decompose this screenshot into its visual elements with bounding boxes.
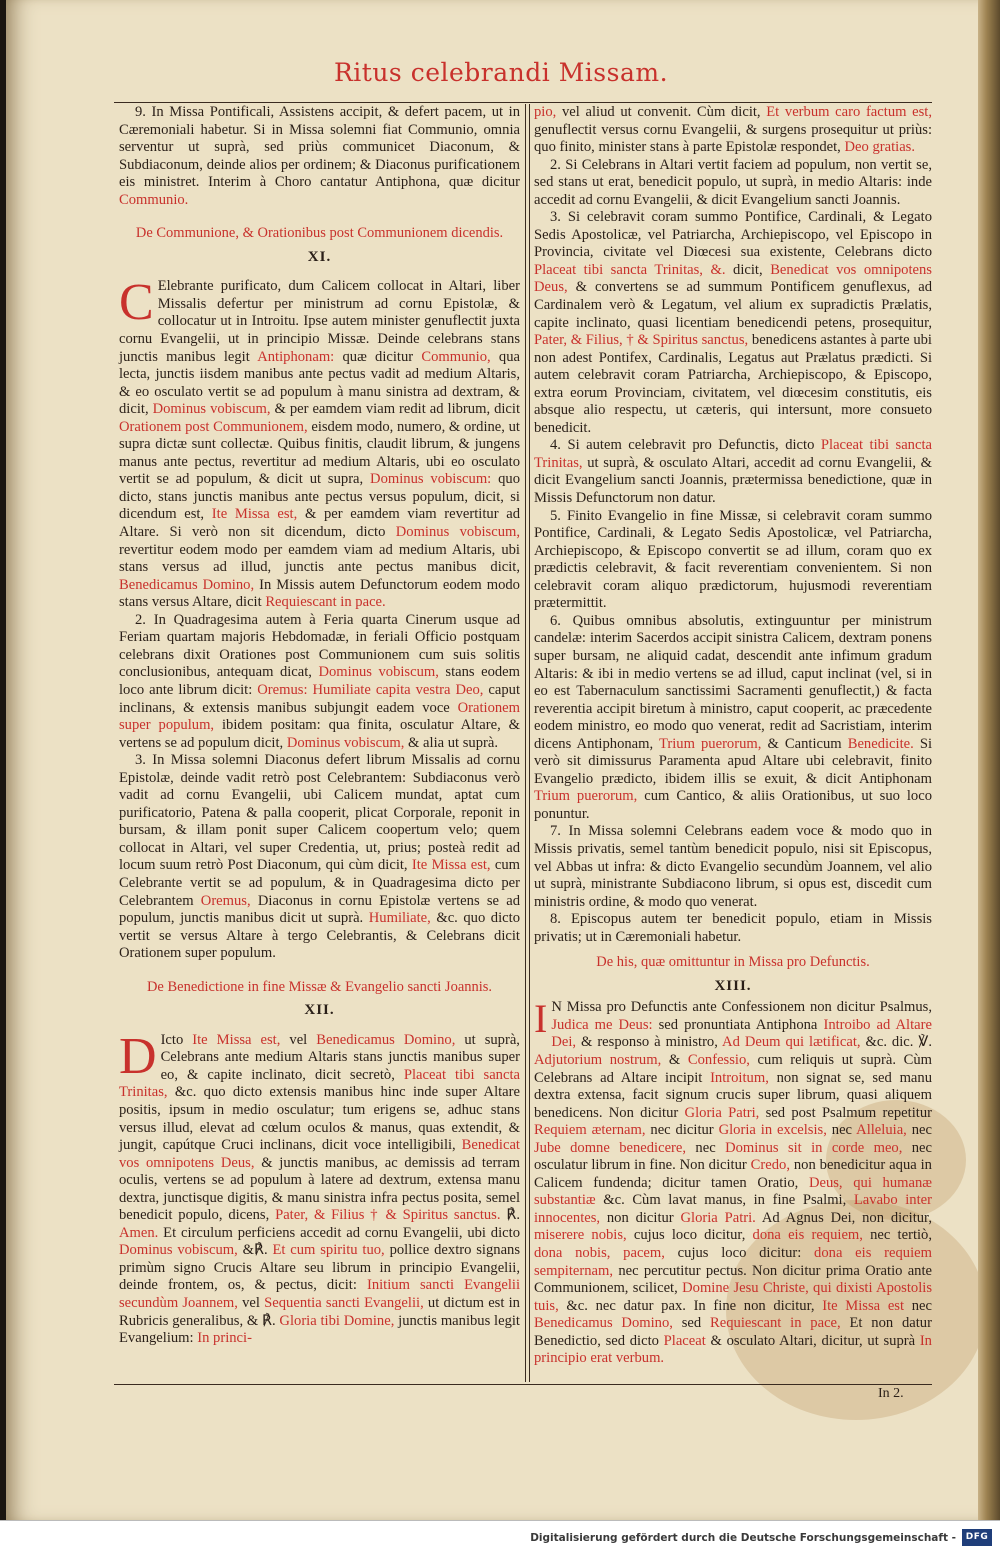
right-column [534,104,932,1368]
section-xii-paragraph-8: 8. Episcopus autem ter benedicit populo, etiam in Missis privatis; ut in Cæremoniali habetur. [534,911,932,945]
section-xiii-paragraph-1: I N Missa pro Defunctis ante Confessionem non dicitur Psalmus, Judica me Deus: sed pronuntiata Antiphona Introibo ad Altare Dei, & responso à ministro, Ad Deum qui lætificat, &c. dic. ℣. Adjutorium nostrum, & Confessio, cum reliquis ut suprà. Cùm Celebrans ad Altare incipit Introitum, non signat se, sed manu dextra extensa, facit signum crucis super librum, quasi aliquem benedicens. Non dicitur Gloria Patri, sed post Psalmum repetitur Requiem æternam, nec dicitur Gloria in excelsis, nec Alleluia, nec Jube domne benedicere, nec Dominus sit in corde meo, nec osculatur librum in fine. Non dicitur Credo, non benedicitur aqua in Calicem fundenda; dicitur tamen Oratio, Deus, qui humanæ substantiæ &c. Cùm lavat manus, in fine Psalmi, Lavabo inter innocentes, non dicitur Gloria Patri. Ad Agnus Dei, non dicitur, miserere nobis, cujus loco dicitur, dona eis requiem, nec tertiò, dona nobis, pacem, cujus loco dicitur: dona eis requiem sempiternam, nec percutitur pectus. Non dicitur prima Oratio ante Communionem, scilicet, Domine Jesu Christe, qui dixisti Apostolis tuis, &c. nec datur pax. In fine non dicitur, Ite Missa est nec Benedicamus Domino, sed Requiescant in pace, Et non datur Benedictio, sed dicto Placeat & osculato Altari, dicitur, ut suprà In principio erat verbum. [534,996,933,1367]
footer-credit: Digitalisierung gefördert durch die Deutsche Forschungsgemeinschaft - [530,1532,956,1544]
text-frame-bottom-rule [114,1384,932,1385]
section-number-xi: XI. [307,248,332,265]
section-number-xiii: XIII. [714,977,752,994]
catchword: In 2. [878,1386,904,1401]
column-divider [525,104,526,1382]
section-heading-xiii: De his, quæ omittuntur in Missa pro Defunctis. [596,954,870,971]
section-xii-paragraph-3: 3. Si celebravit coram summo Pontifice, Cardinali, & Legato Sedis Apostolicæ, vel Patriarcha, Archiepiscopo, vel Episcopo in Provincia, civitate vel Diœcesi sua existente, Celebrans dicto Placeat tibi sancta Trinitas, &. dicit, Benedicat vos omnipotens Deus, & convertens se ad summum Pontificem genuflexus, ad Cardinalem verò & Legatum, vel alium ex supradictis Prælatis, capite inclinato, quasi licentiam benedicendi petens, prosequitur, Pater, & Filius, † & Spiritus sanctus, benedicens astantes à parte ubi non adest Pontifex, Cardinalis, Legatus aut Prælatus prædicti. Si autem celebravit coram Patriarcha, Archiepiscopo, & Episcopo, extra eorum Provinciam, civitatem, vel diœcesim constitutis, eis absque alio respectu, ut cæteris, qui intersunt, more consueto benedicit. [534,209,933,436]
page-title: Ritus celebrandi Missam. [333,58,669,87]
continuation-paragraph: pio, vel aliud ut convenit. Cùm dicit, Et verbum caro factum est, genuflectit versus cornu Evangelii, & surgens prosequitur ut priùs: quo finito, minister stans à parte Epistolæ respondet, Deo gratias. [534,104,932,156]
drop-cap: I [534,996,548,1042]
digitization-footer [0,1520,1000,1555]
section-xi-paragraph-3: 3. In Missa solemni Diaconus defert librum Missalis ad cornu Epistolæ, deinde vadit retrò post Celebrantem: Subdiaconus verò vadit ad cornu Evangelii, ubi Calicem mundat, aptat cum purificatorio, Patena & palla cooperit, plicat Corporale, reponit in bursam, & illam ponit super Calicem coopertum velo; quem collocat in Altari, vel super Credentia, ut, prius; posteà redit ad locum suum retrò Post Diaconum, qui cùm dicit, Ite Missa est, cum Celebrante vertit se ad populum, & in Quadragesima dicto per Celebrantem Oremus, Diaconus in cornu Epistolæ vertens se ad populum, junctis manibus dicit ut suprà. Humiliate, &c. quo dicto vertit se versus Altare à tergo Celebrantis, & Celebrans dicit Orationem super populum. [119,752,521,962]
paragraph-9: 9. In Missa Pontificali, Assistens accipit, & defert pacem, ut in Cæremoniali habetur. Si in Missa solemni fiat Communio, omnia serventur ut suprà, sed priùs communicet Diaconum, & Subdiaconum, deinde alios per ordinem; & Diaconus purificationem eis ministret. Interim à Choro cantatur Antiphona, quæ dicitur Communio. [119,104,520,208]
column-divider [529,104,530,1382]
section-xi-paragraph-2: 2. In Quadragesima autem à Feria quarta Cinerum usque ad Feriam quartam majoris Hebdomadæ, in feriali Officio postquam celebrans dixit Orationes post Communionem cum suis solitis conclusionibus, antequam dicat, Dominus vobiscum, stans eodem loco ante librum dicit: Oremus: Humiliate capita vestra Deo, caput inclinans, & extensis manibus subjungit eadem voce Orationem super populum, ibidem positam: qua finita, osculatur Altare, & vertens se ad populum dicit, Dominus vobiscum, & alia ut suprà. [119,611,521,751]
section-xii-paragraph-4: 4. Si autem celebravit pro Defunctis, dicto Placeat tibi sancta Trinitas, ut suprà, & osculato Altari, accedit ad cornu Evangelii, & dicit Evangelium sancti Joannis, prætermissa benedictione, quæ in Missis Defunctorum non datur. [534,437,932,507]
drop-cap: C [119,274,154,332]
section-xii-paragraph-2: 2. Si Celebrans in Altari vertit faciem ad populum, non vertit se, sed stans ut erat, benedicit populo, ut suprà, in medio Altaris: inde accedit ad cornu Evangelii, & dicit Evangelium sancti Joannis. [534,156,932,208]
section-xii-paragraph-6: 6. Quibus omnibus absolutis, extinguuntur per ministrum candelæ: interim Sacerdos accipit sinistra Calicem, dextram ponens super bursam, ne aliquid cadat, descendit ante infimum gradum Altaris: & ibi in medio vertens se ad illud, caput inclinat (vel, si in eo est Tabernaculum sanctissimi Sacramenti genuflectit,) & facta reverentia accipit biretum à ministro, caput cooperit, ac præcedente eodem ministro, eo modo quo venerat, redit ad Sacristiam, interim dicens Antiphonam, Trium puerorum, & Canticum Benedicite. Si verò sit dimissurus Paramenta apud Altare ubi celebravit, finito Evangelio prædicto, ibidem illis se exuit, & dicit Antiphonam Trium puerorum, cum Cantico, & aliis Orationibus, ut suo loco ponuntur. [534,612,933,822]
dfg-logo: DFG [962,1529,992,1546]
section-xii-paragraph-5: 5. Finito Evangelio in fine Missæ, si celebravit coram summo Pontifice, Cardinali, & Legato Sedis Apostolicæ, vel Patriarcha, Archiepiscopo, & Episcopo convertit se ad illum, coram quo ex prædictis celebravit, & facit reverentiam convenientem. Si non celebravit coram aliquo prædictorum, hujusmodi reverentiam prætermittit. [534,507,932,612]
page-edge [978,0,1000,1520]
section-heading-xii: De Benedictione in fine Missæ & Evangelio sancti Joannis. [146,978,493,995]
section-number-xii: XII. [304,1002,335,1019]
section-xi-paragraph-1: C Elebrante purificato, dum Calicem collocat in Altari, liber Missalis defertur per ministrum ad cornu Epistolæ, & collocatur ut in Introitu. Ipse autem minister genuflectit juxta cornu Evangelii, ut in principio Missæ. Deinde celebrans stans junctis manibus legit Antiphonam: quæ dicitur Communio, qua lecta, junctis iisdem manibus ante pectus vadit ad medium Altaris, & eo osculato vertit se ad populum à manu sinistra ad dextram, & dicit, Dominus vobiscum, & per eamdem viam redit ad librum, dicit Orationem post Communionem, eisdem modo, numero, & ordine, ut supra dictæ sunt collectæ. Quibus finitis, claudit librum, & jungens manus ante pectus, revertitur ad medium Altaris, ubi eo osculato vertit se ad populum, & dicit ut supra, Dominus vobiscum: quo dicto, stans junctis manibus ante pectus versus populum, dicit, si dicendum est, Ite Missa est, & per eamdem viam revertitur ad Altare. Si verò non sit dicendum, dicto Dominus vobiscum, revertitur eodem modo per eamdem viam ad medium Altaris, ubi stans versus ad illud, junctis ante pectus manibus dicit, Benedicamus Domino, In Missis autem Defunctorum eodem modo stans versus Altare, dicit Requiescant in pace. [119,274,521,611]
section-xii-paragraph-7: 7. In Missa solemni Celebrans eadem voce & modo quo in Missis privatis, semel tantùm benedicit populo, nisi sit Episcopus, vel Abbas ut infra: & dicto Evangelio secundùm Joannem, vel alio ut suprà, ministrante Subdiacono librum, si opus est, discedit cum ministris ordine, & modo quo venerat. [534,823,932,910]
drop-cap: D [119,1027,157,1085]
left-column [119,104,520,1348]
section-xii-paragraph-1: D Icto Ite Missa est, vel Benedicamus Domino, ut suprà, Celebrans ante medium Altaris stans junctis manibus super eo, & capite inclinato, dicit secretò, Placeat tibi sancta Trinitas, &c. quo dicto extensis manibus hinc inde super Altare positis, ipsum in medio osculatur; tum erigens se, adhuc stans versus illud, elevat ad cœlum oculos & manus, quas extendit, & jungit, capútque Cruci inclinans, dicit voce intelligibili, Benedicat vos omnipotens Deus, & junctis manibus, ac demissis ad terram oculis, vertens se ad populum à latere ad dextrum, extensa manu dextra, junctisque digitis, & manu sinistra infra pectus posita, semel benedicit populo, dicens, Pater, & Filius † & Spiritus sanctus. ℟. Amen. Et circulum perficiens accedit ad cornu Evangelii, ubi dicto Dominus vobiscum, &℟. Et cum spiritu tuo, pollice dextro signans primùm signo Crucis Altare seu librum in principio Evangelii, deinde frontem, os, & pectus, dicit: Initium sancti Evangelii secundùm Joannem, vel Sequentia sancti Evangelii, ut dictum est in Rubricis generalibus, & ℟. Gloria tibi Domine, junctis manibus legit Evangelium: In princi- [119,1027,521,1347]
section-heading-xi: De Communione, & Orationibus post Communionem dicendis. [135,225,504,242]
